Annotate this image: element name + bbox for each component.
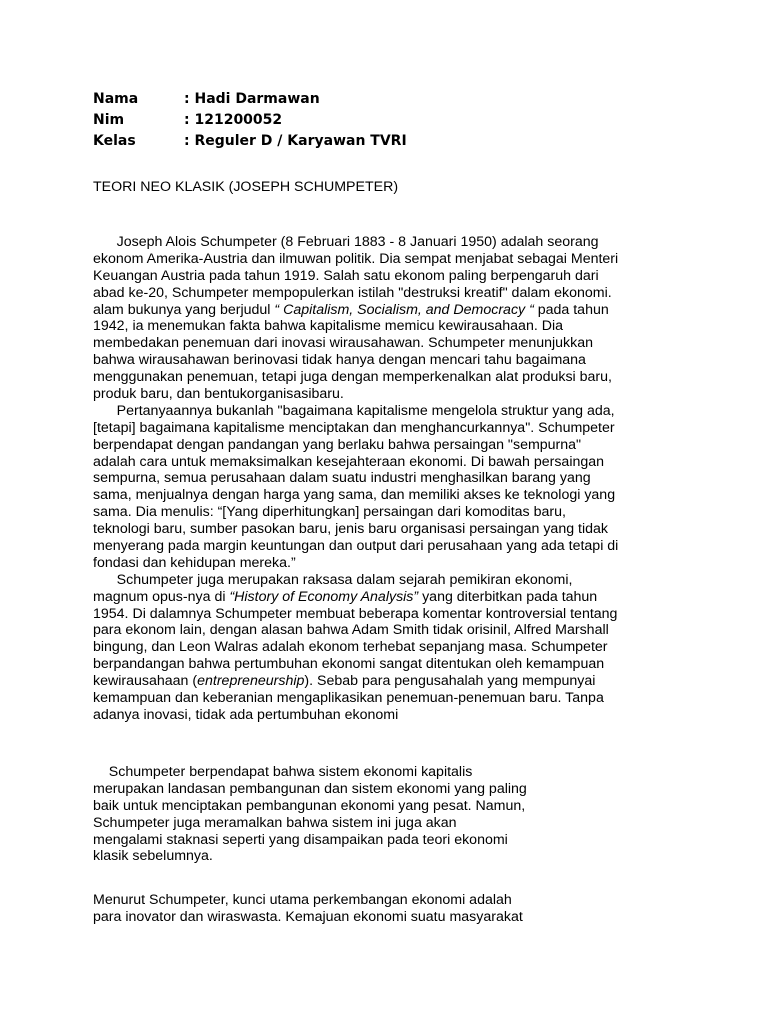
text-line: Schumpeter juga merupakan raksasa dalam sejarah pemikiran ekonomi, xyxy=(93,571,573,588)
text-line: sama, menjualnya dengan harga yang sama, dan memiliki akses ke teknologi yang xyxy=(93,487,616,504)
text-line: para inovator dan wiraswasta. Kemajuan ekonomi suatu masyarakat xyxy=(93,908,523,925)
text-line: bahwa wirausahawan berinovasi tidak hanya dengan mencari tahu bagaimana xyxy=(93,352,586,369)
text-line: Menurut Schumpeter, kunci utama perkembangan ekonomi adalah xyxy=(93,892,512,908)
text-segment: alam bukunya yang berjudul xyxy=(93,301,275,318)
text-line: bingung, dan Leon Walras adalah ekonom terhebat sepanjang masa. Schumpeter xyxy=(93,639,608,656)
text-segment: ). Sebab para pengusahalah yang mempunyai xyxy=(304,673,596,690)
text-line: Joseph Alois Schumpeter (8 Februari 1883 - 8 Januari 1950) adalah seorang xyxy=(93,234,599,250)
text-line: berpendapat dengan pandangan yang berlaku bahwa persaingan "sempurna" xyxy=(93,436,582,453)
text-line: adanya inovasi, tidak ada pertumbuhan ekonomi xyxy=(93,706,399,723)
text-line: mengalami staknasi seperti yang disampaikan pada teori ekonomi xyxy=(93,831,508,848)
paragraph-schumpeter-bio xyxy=(93,234,618,724)
text-line xyxy=(93,673,618,690)
text-line: [tetapi] bagaimana kapitalisme menciptakan dan menghancurkannya". Schumpeter xyxy=(93,419,615,436)
term-italic: entrepreneurship xyxy=(197,673,305,690)
text-segment: yang diterbitkan pada tahun xyxy=(418,588,598,605)
text-line: kemampuan dan keberanian mengaplikasikan penemuan-penemuan baru. Tanpa xyxy=(93,690,604,707)
kelas-label: Kelas xyxy=(93,133,136,149)
text-line: Schumpeter juga meramalkan bahwa sistem ini juga akan xyxy=(93,814,457,831)
nama-value: : Hadi Darmawan xyxy=(184,91,320,107)
text-line xyxy=(93,589,618,606)
text-line: klasik sebelumnya. xyxy=(93,848,213,865)
text-line: abad ke-20, Schumpeter mempopulerkan istilah "destruksi kreatif" dalam ekonomi. xyxy=(93,284,612,301)
text-line: menggunakan penemuan, tetapi juga dengan memperkenalkan alat produksi baru, xyxy=(93,369,612,386)
document-title: TEORI NEO KLASIK (JOSEPH SCHUMPETER) xyxy=(93,179,399,195)
nama-label: Nama xyxy=(93,91,139,107)
paragraph-capitalism-view xyxy=(93,764,527,865)
paragraph-innovators xyxy=(93,892,523,926)
text-segment: kewirausahaan ( xyxy=(93,673,198,690)
text-line: 1942, ia menemukan fakta bahwa kapitalisme memicu kewirausahaan. Dia xyxy=(93,318,564,335)
text-line: 1954. Di dalamnya Schumpeter membuat beberapa komentar kontroversial tentang xyxy=(93,605,618,622)
text-line: ekonom Amerika-Austria dan ilmuwan politik. Dia sempat menjabat sebagai Menteri xyxy=(93,250,619,267)
nim-label: Nim xyxy=(93,112,125,128)
text-segment: pada tahun xyxy=(533,301,609,318)
text-line: Keuangan Austria pada tahun 1919. Salah satu ekonom paling berpengaruh dari xyxy=(93,267,599,284)
text-line: teknologi baru, sumber pasokan baru, jenis baru organisasi persaingan yang tidak xyxy=(93,521,609,538)
text-line: menyerang pada margin keuntungan dan output dari perusahaan yang ada tetapi di xyxy=(93,538,619,555)
text-line: berpandangan bahwa pertumbuhan ekonomi sangat ditentukan oleh kemampuan xyxy=(93,656,605,673)
text-line: adalah cara untuk memaksimalkan kesejahteraan ekonomi. Di bawah persaingan xyxy=(93,453,605,470)
book-title-italic: “History of Economy Analysis” xyxy=(229,588,419,605)
kelas-value: : Reguler D / Karyawan TVRI xyxy=(184,133,407,149)
text-line: baik untuk menciptakan pembangunan ekonomi yang pesat. Namun, xyxy=(93,797,526,814)
book-title-italic: “ Capitalism, Socialism, and Democracy “ xyxy=(274,301,534,318)
text-line: produk baru, dan bentukorganisasibaru. xyxy=(93,386,344,403)
text-line: membedakan penemuan dari inovasi wirausahawan. Schumpeter menunjukkan xyxy=(93,335,594,352)
text-segment: magnum opus-nya di xyxy=(93,588,230,605)
text-line: fondasi dan kehidupan mereka.” xyxy=(93,554,296,571)
text-line: Pertanyaannya bukanlah "bagaimana kapitalisme mengelola struktur yang ada, xyxy=(93,402,615,419)
text-line: sama. Dia menulis: “[Yang diperhitungkan] persaingan dari komoditas baru, xyxy=(93,504,566,521)
text-line: merupakan landasan pembangunan dan sistem ekonomi yang paling xyxy=(93,780,527,797)
nim-value: : 121200052 xyxy=(184,112,283,128)
text-line xyxy=(93,302,618,319)
text-line: para ekonom lain, dengan alasan bahwa Adam Smith tidak orisinil, Alfred Marshall xyxy=(93,622,609,639)
text-line: Schumpeter berpendapat bahwa sistem ekonomi kapitalis xyxy=(93,764,473,780)
text-line: sempurna, semua perusahaan dalam suatu industri menghasilkan barang yang xyxy=(93,470,591,487)
